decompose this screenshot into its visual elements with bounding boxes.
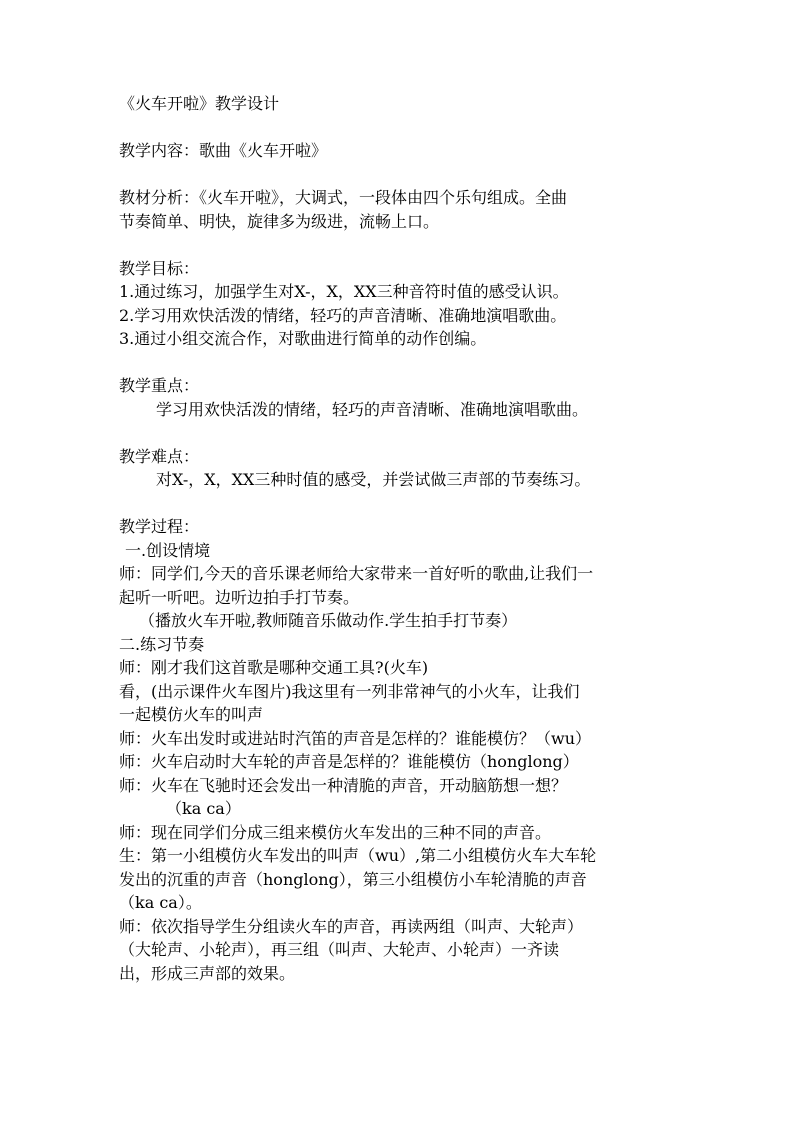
process-line: （ka ca）。 [119, 893, 202, 912]
process-line: （播放火车开啦,教师随音乐做动作.学生拍手打节奏） [139, 611, 518, 630]
process-line: （大轮声、小轮声），再三组（叫声、大轮声、小轮声）一齐读 [119, 940, 560, 959]
process-line: 生：第一小组模仿火车发出的叫声（wu）,第二小组模仿火车大车轮 [119, 846, 597, 865]
section-heading: 二.练习节奏 [119, 634, 205, 654]
section-heading: 一.创设情境 [125, 540, 211, 560]
process-line: 师：火车出发时或进站时汽笛的声音是怎样的？谁能模仿？（wu） [119, 728, 592, 748]
content-line: 教学内容：歌曲《火车开啦》 [119, 141, 328, 160]
key-text: 学习用欢快活泼的情绪，轻巧的声音清晰、准确地演唱歌曲。 [156, 399, 589, 419]
difficulty-heading: 教学难点： [119, 446, 200, 466]
process-line: 师：火车在飞驰时还会发出一种清脆的声音，开动脑筋想一想？ [119, 775, 568, 795]
process-line: 师：依次指导学生分组读火车的声音，再读两组（叫声、大轮声） [119, 916, 584, 936]
process-line: 起听一听吧。边听边拍手打节奏。 [119, 587, 360, 607]
process-line: （ka ca） [166, 799, 241, 818]
process-line: 师：现在同学们分成三组来模仿火车发出的三种不同的声音。 [119, 822, 552, 842]
process-line: 看，(出示课件火车图片)我这里有一列非常神气的小火车，让我们 [119, 681, 580, 701]
analysis-line: 教材分析：《火车开啦》，大调式，一段体由四个乐句组成。全曲 [119, 188, 568, 207]
process-heading: 教学过程： [119, 517, 200, 536]
process-line: 师：刚才我们这首歌是哪种交通工具?(火车) [119, 658, 429, 677]
goal-item: 3.通过小组交流合作，对歌曲进行简单的动作创编。 [119, 329, 487, 348]
document-body [119, 92, 679, 985]
process-line: 一起模仿火车的叫声 [119, 705, 264, 724]
analysis-line: 节奏简单、明快，旋律多为级进，流畅上口。 [119, 211, 440, 231]
goal-item: 1.通过练习，加强学生对X-，X，XX三种音符时值的感受认识。 [119, 282, 569, 301]
goals-heading: 教学目标： [119, 258, 200, 278]
process-line: 发出的沉重的声音（honglong），第三小组模仿小车轮清脆的声音 [119, 869, 587, 889]
difficulty-text: 对X-，X，XX三种时值的感受，并尝试做三声部的节奏练习。 [156, 470, 591, 489]
process-line: 师：火车启动时大车轮的声音是怎样的？谁能模仿（honglong） [119, 752, 579, 771]
document-title: 《火车开啦》教学设计 [119, 94, 280, 113]
process-line: 出，形成三声部的效果。 [119, 963, 296, 983]
process-line: 师：同学们,今天的音乐课老师给大家带来一首好听的歌曲,让我们一 [119, 564, 594, 583]
key-heading: 教学重点： [119, 376, 200, 395]
goal-item: 2.学习用欢快活泼的情绪，轻巧的声音清晰、准确地演唱歌曲。 [119, 305, 567, 325]
